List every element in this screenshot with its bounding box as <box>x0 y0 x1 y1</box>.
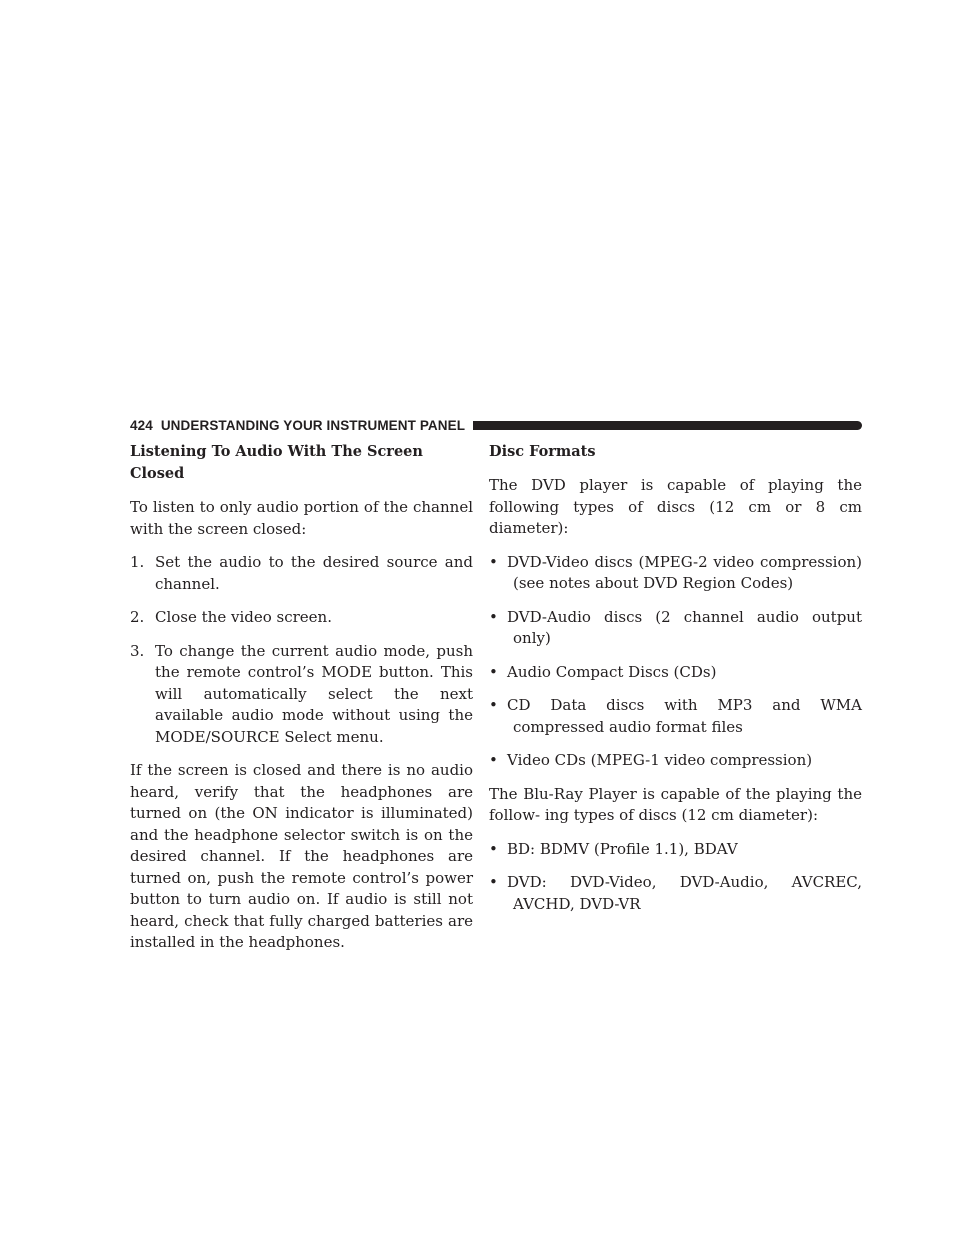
list-item <box>489 607 862 650</box>
header-rule <box>473 421 862 430</box>
dvd-intro-paragraph: The DVD player is capable of playing the following types of discs (12 cm or 8 cm diameter): <box>489 476 862 537</box>
list-item <box>489 750 862 772</box>
list-item-text: Video CDs (MPEG-1 video compression) <box>507 751 813 769</box>
list-item-text: BD: BDMV (Profile 1.1), BDAV <box>507 839 738 858</box>
bullet-icon: • <box>489 607 498 626</box>
list-item <box>130 552 473 595</box>
bullet-icon: • <box>489 873 498 891</box>
bullet-icon: • <box>489 751 498 769</box>
bluray-formats-list <box>489 839 862 916</box>
step-number: 2. <box>130 608 145 626</box>
list-item <box>489 662 862 684</box>
step-text: Close the video screen. <box>155 608 332 626</box>
list-item-text: Audio Compact Discs (CDs) <box>507 662 717 681</box>
section-title: UNDERSTANDING YOUR INSTRUMENT PANEL <box>160 417 466 433</box>
audio-intro-paragraph: To listen to only audio portion of the channel with the screen closed: <box>130 498 473 538</box>
dvd-formats-list <box>489 552 862 772</box>
list-item <box>489 839 862 861</box>
audio-steps-list <box>130 552 473 748</box>
bullet-icon: • <box>489 839 498 858</box>
no-audio-note-paragraph: If the screen is closed and there is no audio heard, verify that the headphones are turned on (the ON indicator is illuminated) and the headphone selector switch is on the desired channel. If the headphones are turned on, push the remote control’s power button to turn audio on. If audio is still not heard, check that fully charged batteries are installed in the headphones. <box>130 761 473 951</box>
list-item <box>130 641 473 749</box>
list-item <box>489 695 862 738</box>
step-text: To change the current audio mode, push the remote control’s MODE button. This will automatically select the next available audio mode without using the MODE/SOURCE Select menu. <box>155 641 473 746</box>
list-item <box>489 872 862 915</box>
bullet-icon: • <box>489 696 498 714</box>
page-header <box>130 415 862 435</box>
list-item-text: DVD-Audio discs (2 channel audio output only) <box>507 607 862 647</box>
step-text: Set the audio to the desired source and channel. <box>155 553 473 593</box>
bullet-icon: • <box>489 552 498 571</box>
left-column <box>130 441 473 966</box>
step-number: 3. <box>130 641 145 660</box>
list-item-text: DVD-Video discs (MPEG-2 video compression) (see notes about DVD Region Codes) <box>507 552 862 592</box>
list-item <box>489 552 862 595</box>
page-number: 424 <box>130 417 153 433</box>
audio-screen-closed-heading: Listening To Audio With The Screen Closed <box>130 443 423 482</box>
list-item-text: CD Data discs with MP3 and WMA compressed audio format files <box>507 696 862 736</box>
bullet-icon: • <box>489 662 498 681</box>
list-item <box>130 607 473 629</box>
right-column <box>489 441 862 927</box>
step-number: 1. <box>130 553 145 571</box>
disc-formats-heading: Disc Formats <box>489 443 596 460</box>
bluray-intro-paragraph: The Blu-Ray Player is capable of the playing the follow- ing types of discs (12 cm diameter): <box>489 784 862 824</box>
list-item-text: DVD: DVD-Video, DVD-Audio, AVCREC, AVCHD, DVD-VR <box>507 873 862 913</box>
